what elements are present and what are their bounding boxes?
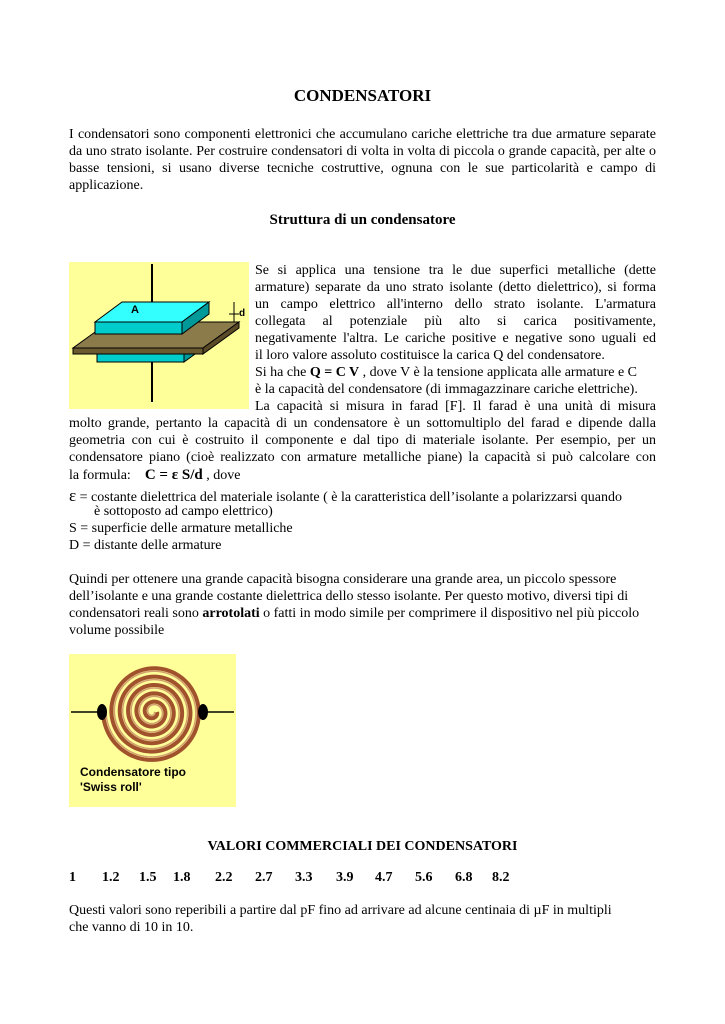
- swiss-roll-caption-1: Condensatore tipo: [80, 765, 187, 779]
- qcv-suffix: , dove V è la tensione applicata alle armature e C: [359, 365, 637, 380]
- qcv-formula: Q = C V: [309, 365, 360, 380]
- distance-label: d: [239, 308, 246, 319]
- body-text-line: condensatore piano (cioè realizzato con armature metalliche piane) la capacità si può calcolare con: [69, 450, 656, 465]
- value-item: 3.3: [295, 870, 313, 885]
- area-label: A: [131, 304, 139, 316]
- value-item: 1.5: [139, 870, 157, 885]
- epsilon-symbol: ε: [69, 486, 77, 505]
- para-text-before: Quindi per ottenere una grande capacità bisogna considerare una grande area, un piccolo spessore dell’isolante e una grande costante dielettrica dello stesso isolante. Per questo motivo, diversi tipi di condensatori reali sono: [69, 572, 629, 621]
- arrotolati-paragraph: [69, 571, 647, 639]
- body-text-line: geometria con cui è costruito il componente e dal tipo di materiale isolante. Per esempio, per un: [69, 433, 656, 448]
- qcv-line: [255, 364, 656, 381]
- formula-suffix: , dove: [202, 468, 241, 483]
- definition-s: S = superficie delle armature metalliche: [69, 521, 293, 536]
- intro-paragraph: I condensatori sono componenti elettronici che accumulano cariche elettriche tra due armature separate da uno strato isolante. Per costruire condensatori di volta in volta di piccola o grande capacità, per alte o basse tensioni, si usano diverse tecniche costruttive, ognuna con le sue particolarità e campo di applicazione.: [69, 127, 656, 193]
- side-text-line: collegata al potenziale più alto si carica positivamente,: [255, 314, 656, 329]
- value-item: 8.2: [492, 870, 510, 885]
- swiss-roll-figure: [69, 654, 236, 807]
- body-text-line: molto grande, pertanto la capacità di un condensatore è un sottomultiplo del farad e dipende dalla: [69, 416, 656, 431]
- value-item: 4.7: [375, 870, 393, 885]
- values-title: VALORI COMMERCIALI DEI CONDENSATORI: [207, 839, 518, 854]
- side-text-line: armature) separate da uno strato isolante (detto dielettrico), si forma: [255, 280, 656, 295]
- value-item: 2.7: [255, 870, 273, 885]
- value-item: 6.8: [455, 870, 473, 885]
- value-item: 1.2: [102, 870, 120, 885]
- formula-prefix: la formula:: [69, 468, 131, 483]
- final-paragraph: Questi valori sono reperibili a partire dal pF fino ad arrivare ad alcune centinaia di µF in multipli che vanno di 10 in 10.: [69, 903, 612, 935]
- definition-continuation: è sottoposto ad campo elettrico): [94, 504, 273, 519]
- value-item: 1.8: [173, 870, 191, 885]
- qcv-prefix: Si ha che: [255, 365, 310, 380]
- side-text-line: La capacità si misura in farad [F]. Il farad è una unità di misura: [255, 399, 656, 414]
- value-item: 1: [69, 870, 76, 885]
- side-text-line: un campo elettrico all'interno dello strato isolante. L'armatura: [255, 297, 656, 312]
- value-item: 3.9: [336, 870, 354, 885]
- swiss-roll-caption-2: 'Swiss roll': [80, 780, 142, 794]
- capacitor-structure-figure: [69, 262, 249, 409]
- value-item: 5.6: [415, 870, 433, 885]
- para-bold-word: arrotolati: [202, 606, 260, 621]
- side-text-line: negativamente l'altra. Le cariche positive e negative sono uguali ed: [255, 331, 656, 346]
- section-subtitle: Struttura di un condensatore: [269, 212, 456, 228]
- side-text-line: è la capacità del condensatore (di immagazzinare cariche elettriche).: [255, 382, 638, 397]
- definition-d: D = distante delle armature: [69, 538, 222, 553]
- capacitance-formula: C = ε S/d: [144, 467, 203, 483]
- capacitor-structure-diagram: [69, 262, 249, 409]
- page-title: CONDENSATORI: [293, 86, 432, 105]
- value-item: 2.2: [215, 870, 233, 885]
- para-text-after: o fatti in modo simile per comprimere il dispositivo nel più piccolo volume possibile: [69, 606, 640, 638]
- formula-line: [69, 467, 656, 484]
- side-text-line: il loro valore assoluto costituisce la carica Q del condensatore.: [255, 348, 605, 363]
- definition-text: = costante dielettrica del materiale isolante ( è la caratteristica dell’isolante a polarizzarsi quando: [76, 490, 623, 505]
- side-text-line: Se si applica una tensione tra le due superfici metalliche (dette: [255, 263, 656, 278]
